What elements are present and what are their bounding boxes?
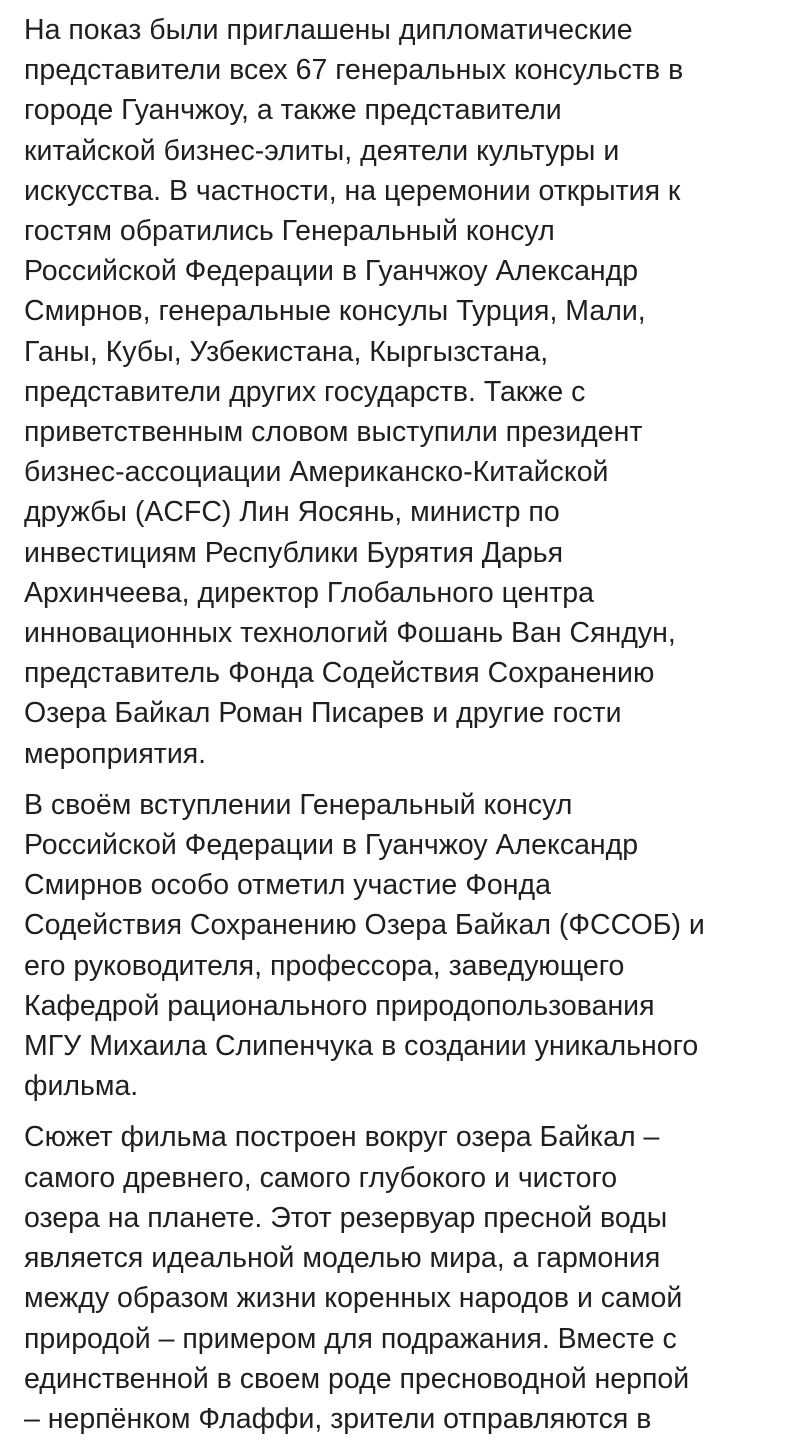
paragraph-guests: [24, 10, 784, 774]
text-line: В своём вступлении Генеральный консул: [24, 788, 573, 821]
text-line: искусства. В частности, на церемонии открытия к: [24, 174, 681, 207]
text-line: Кафедрой рационального природопользования: [24, 989, 655, 1022]
text-line: китайской бизнес-элиты, деятели культуры и: [24, 134, 620, 167]
text-line: между образом жизни коренных народов и самой: [24, 1282, 683, 1315]
text-line: самого древнего, самого глубокого и чистого: [24, 1161, 618, 1194]
text-line: бизнес-ассоциации Американско-Китайской: [24, 456, 609, 489]
text-line: Российской Федерации в Гуанчжоу Александр: [24, 829, 639, 862]
text-line: озера на планете. Этот резервуар пресной воды: [24, 1201, 668, 1234]
article-body: [24, 10, 784, 1450]
text-line: является идеальной моделью мира, а гармония: [24, 1242, 661, 1275]
text-line: Содействия Сохранению Озера Байкал (ФССОБ) и: [24, 909, 705, 942]
text-line: приветственным словом выступили президент: [24, 416, 643, 449]
text-line: фильма.: [24, 1070, 139, 1103]
text-line: единственной в своем роде пресноводной нерпой: [24, 1362, 690, 1395]
paragraph-film-plot: [24, 1117, 784, 1439]
text-line: дружбы (ACFC) Лин Яосянь, министр по: [24, 496, 560, 529]
text-line: представители других государств. Также с: [24, 375, 586, 408]
text-line: Озера Байкал Роман Писарев и другие гости: [24, 697, 622, 730]
text-line: инвестициям Республики Бурятия Дарья: [24, 536, 564, 569]
text-line: представители всех 67 генеральных консульств в: [24, 54, 684, 87]
text-line: Ганы, Кубы, Узбекистана, Кыргызстана,: [24, 335, 549, 368]
paragraph-consul-speech: [24, 785, 784, 1107]
text-line: городе Гуанчжоу, а также представители: [24, 94, 562, 127]
text-line: На показ были приглашены дипломатические: [24, 14, 633, 46]
text-line: МГУ Михаила Слипенчука в создании уникального: [24, 1030, 699, 1063]
text-line: природой – примером для подражания. Вместе с: [24, 1322, 677, 1355]
text-line: мероприятия.: [24, 737, 207, 770]
text-line: Смирнов особо отметил участие Фонда: [24, 869, 551, 902]
text-line: Смирнов, генеральные консулы Турция, Мали,: [24, 295, 646, 328]
text-line: его руководителя, профессора, заведующего: [24, 949, 625, 982]
text-line: Архинчеева, директор Глобального центра: [24, 576, 594, 609]
text-line: Российской Федерации в Гуанчжоу Александр: [24, 255, 639, 288]
text-line: – нерпёнком Флаффи, зрители отправляются в: [24, 1402, 652, 1435]
text-line: Сюжет фильма построен вокруг озера Байкал –: [24, 1121, 660, 1154]
text-line: инновационных технологий Фошань Ван Сяндун,: [24, 617, 676, 650]
text-line: гостям обратились Генеральный консул: [24, 215, 555, 248]
text-line: представитель Фонда Содействия Сохранению: [24, 657, 655, 690]
